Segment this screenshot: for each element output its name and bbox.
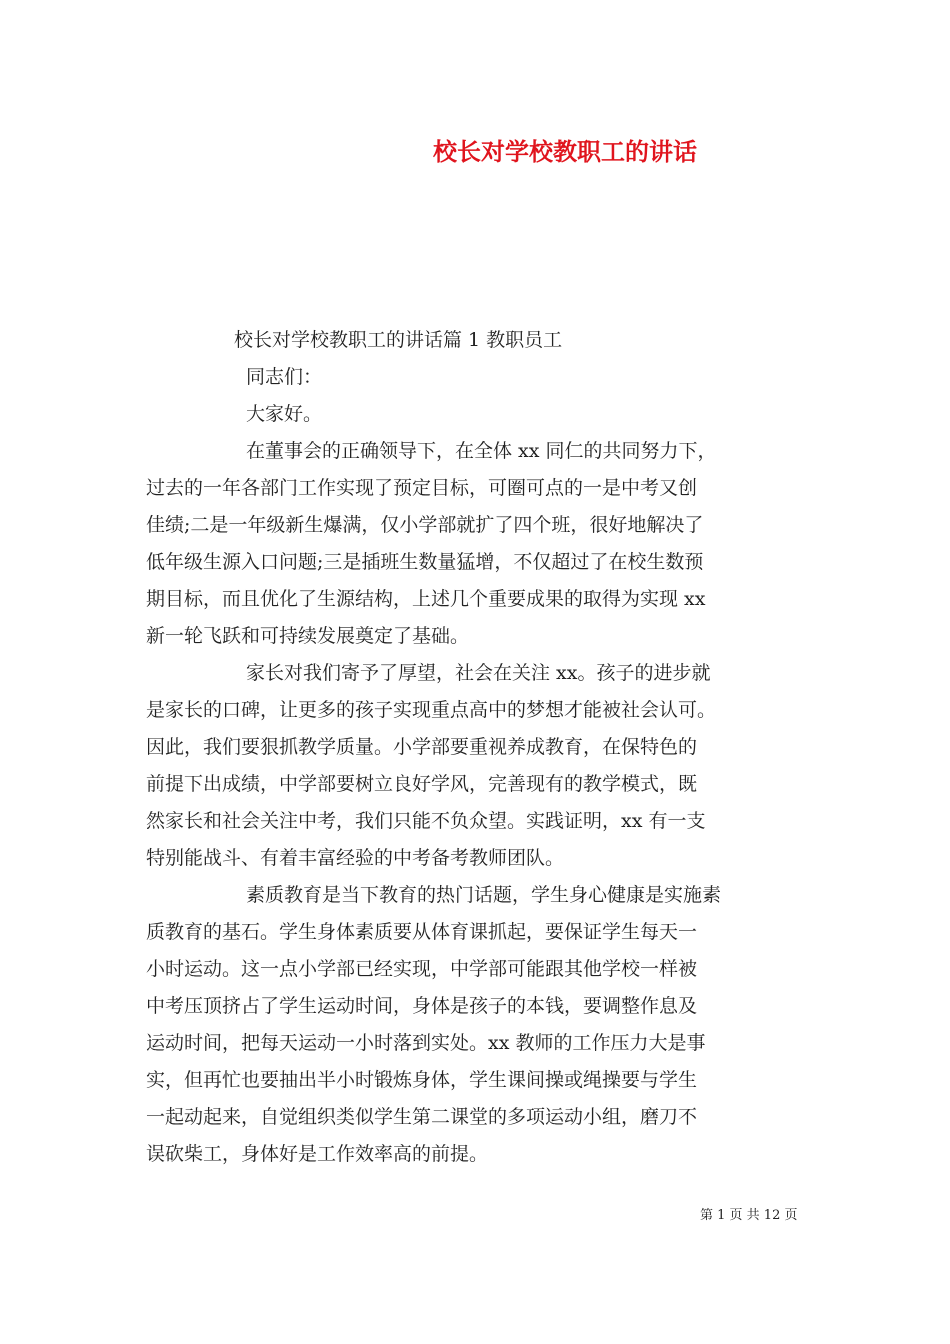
document-title: 校长对学校教职工的讲话: [433, 137, 697, 166]
paragraph-line: 质教育的基石。学生身体素质要从体育课抓起，要保证学生每天一: [146, 921, 698, 943]
section-heading: 校长对学校教职工的讲话篇 1 教职员工: [234, 329, 563, 351]
paragraph-line: 特别能战斗、有着丰富经验的中考备考教师团队。: [146, 847, 565, 869]
paragraph-line: 过去的一年各部门工作实现了预定目标，可圈可点的一是中考又创: [146, 477, 698, 499]
paragraph-2: [146, 655, 810, 877]
page-footer: 第 1 页 共 12 页: [700, 1208, 798, 1223]
paragraph-1: [146, 433, 810, 655]
paragraph-line: 因此，我们要狠抓教学质量。小学部要重视养成教育，在保特色的: [146, 736, 698, 758]
paragraph-line: 低年级生源入口问题;三是插班生数量猛增，不仅超过了在校生数预: [146, 551, 704, 573]
paragraph-line: 新一轮飞跃和可持续发展奠定了基础。: [146, 625, 470, 647]
paragraph-line: 一起动起来，自觉组织类似学生第二课堂的多项运动小组，磨刀不: [146, 1106, 698, 1128]
paragraph-line: 误砍柴工，身体好是工作效率高的前提。: [146, 1143, 489, 1165]
paragraph-line: 前提下出成绩，中学部要树立良好学风，完善现有的教学模式，既: [146, 773, 698, 795]
paragraph-line: 家长对我们寄予了厚望，社会在关注 xx。孩子的进步就: [246, 662, 711, 684]
greeting: 大家好。: [246, 403, 323, 425]
paragraph-line: 然家长和社会关注中考，我们只能不负众望。实践证明，xx 有一支: [146, 810, 706, 832]
paragraph-line: 小时运动。这一点小学部已经实现，中学部可能跟其他学校一样被: [146, 958, 698, 980]
salutation: 同志们：: [246, 366, 323, 388]
paragraph-line: 实，但再忙也要抽出半小时锻炼身体，学生课间操或绳操要与学生: [146, 1069, 698, 1091]
paragraph-line: 素质教育是当下教育的热门话题，学生身心健康是实施素: [246, 884, 722, 906]
paragraph-line: 佳绩;二是一年级新生爆满，仅小学部就扩了四个班，很好地解决了: [146, 514, 704, 536]
paragraph-3: [146, 877, 810, 1173]
document-body: [146, 322, 810, 1173]
paragraph-line: 在董事会的正确领导下，在全体 xx 同仁的共同努力下，: [246, 440, 717, 462]
paragraph-line: 期目标，而且优化了生源结构，上述几个重要成果的取得为实现 xx: [146, 588, 706, 610]
paragraph-line: 中考压顶挤占了学生运动时间，身体是孩子的本钱，要调整作息及: [146, 995, 698, 1017]
paragraph-line: 是家长的口碑，让更多的孩子实现重点高中的梦想才能被社会认可。: [146, 699, 717, 721]
paragraph-line: 运动时间，把每天运动一小时落到实处。xx 教师的工作压力大是事: [146, 1032, 706, 1054]
